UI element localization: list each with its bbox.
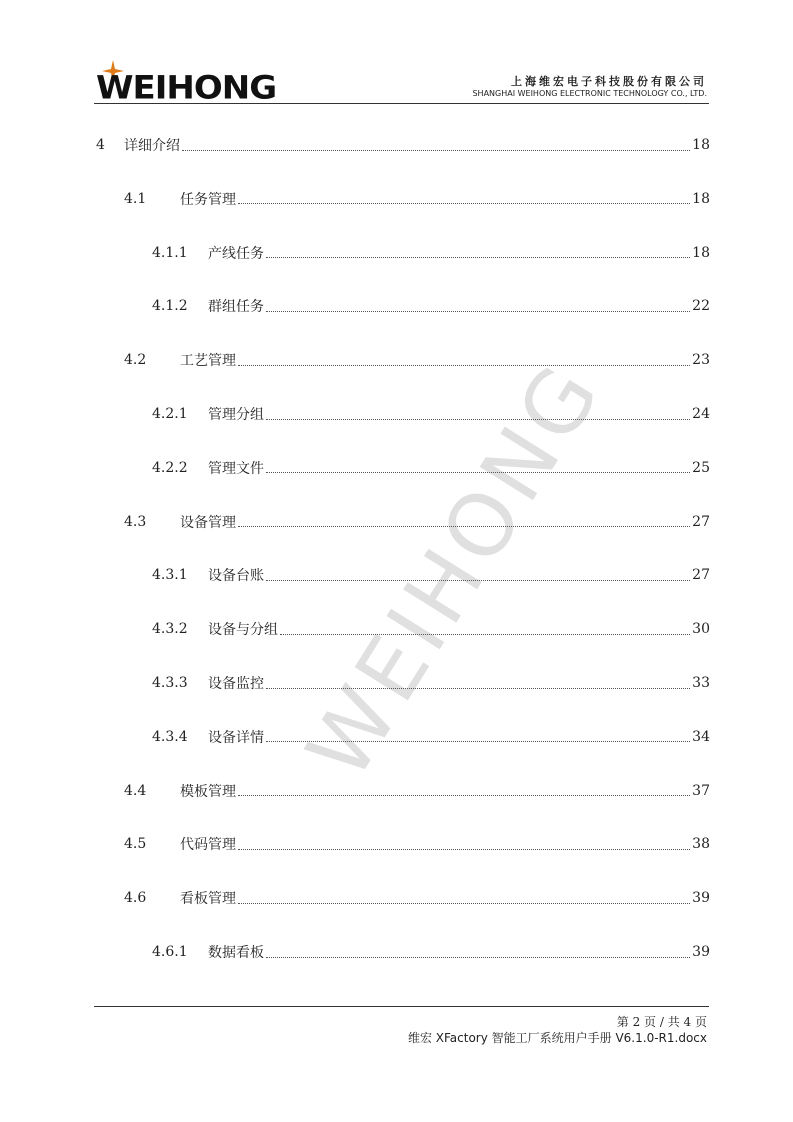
toc-entry[interactable] [124,189,710,209]
toc-entry-title: 设备详情 [208,729,264,746]
toc-dot-leader [266,741,690,742]
toc-entry-number: 4.2.2 [152,459,188,476]
toc-entry-title: 工艺管理 [180,353,236,370]
toc-entry[interactable] [152,673,710,693]
toc-entry[interactable] [124,350,710,370]
toc-entry[interactable] [152,404,710,424]
toc-entry-number: 4.2 [124,352,147,369]
toc-entry[interactable] [152,619,710,639]
toc-entry-title: 任务管理 [180,191,236,208]
toc-entry-number: 4.3.1 [152,567,188,584]
toc-entry-number: 4 [96,137,105,153]
toc-dot-leader [266,580,690,581]
toc-entry-page: 38 [692,836,710,853]
toc-dot-leader [266,257,690,258]
toc-entry-number: 4.3.2 [152,621,188,638]
toc-entry-number: 4.6.1 [152,944,188,960]
toc-entry-number: 4.1 [124,190,147,207]
toc-dot-leader [266,688,690,689]
toc-entry-page: 34 [692,728,710,745]
toc-dot-leader [238,849,690,850]
document-name: 维宏 XFactory 智能工厂系统用户手册 V6.1.0-R1.docx [407,1031,707,1045]
toc-entry-title: 代码管理 [180,837,236,854]
toc-entry-page: 27 [692,513,710,530]
toc-entry-page: 37 [692,782,710,799]
toc-entry[interactable] [124,888,710,908]
toc-entry[interactable] [124,834,710,854]
toc-entry[interactable] [152,727,710,747]
toc-entry-title: 设备台账 [208,568,264,585]
toc-dot-leader [238,795,690,796]
company-info [472,75,707,99]
toc-entry[interactable] [124,512,710,532]
toc-entry-number: 4.1.2 [152,298,188,315]
toc-dot-leader [238,526,690,527]
toc-entry-page: 18 [692,190,710,207]
toc-dot-leader [266,957,690,958]
toc-entry-title: 模板管理 [180,783,236,800]
toc-entry-page: 33 [692,675,710,691]
toc-entry[interactable] [152,565,710,585]
toc-entry-page: 23 [692,352,710,369]
toc-entry[interactable] [124,781,710,801]
toc-entry-page: 30 [692,621,710,638]
toc-entry[interactable] [152,942,710,962]
toc-entry[interactable] [152,243,710,263]
toc-entry-page: 18 [692,137,710,153]
toc-entry-title: 详细介绍 [124,138,180,154]
toc-dot-leader [266,311,690,312]
toc-dot-leader [266,419,690,420]
toc-entry-title: 看板管理 [180,891,236,908]
toc-entry[interactable] [152,296,710,316]
logo-text: WEIHONG [96,68,277,107]
toc-entry-title: 产线任务 [208,245,264,262]
page-footer [408,1014,707,1046]
toc-entry-title: 设备管理 [180,514,236,531]
watermark: WEIHONG [288,344,622,796]
toc-entry[interactable] [96,135,710,155]
page-info: 第 2 页 / 共 4 页 [616,1015,707,1029]
company-name-en: SHANGHAI WEIHONG ELECTRONIC TECHNOLOGY CO., LTD. [472,89,707,98]
toc-entry-page: 18 [692,244,710,261]
weihong-logo [96,64,277,107]
toc-entry-page: 27 [692,567,710,584]
company-name-cn: 上海维宏电子科技股份有限公司 [511,75,707,88]
toc-dot-leader [182,150,690,151]
toc-entry-page: 39 [692,944,710,960]
toc-dot-leader [238,365,690,366]
toc-entry[interactable] [152,458,710,478]
toc-entry-number: 4.2.1 [152,406,188,422]
footer-divider [94,1006,709,1007]
toc-entry-title: 设备与分组 [208,622,278,639]
toc-dot-leader [280,634,690,635]
toc-entry-page: 22 [692,298,710,315]
toc-dot-leader [266,472,690,473]
toc-entry-page: 25 [692,459,710,476]
toc-entry-title: 管理分组 [208,407,264,423]
toc-entry-number: 4.5 [124,836,147,853]
toc-dot-leader [238,903,690,904]
toc-dot-leader [238,203,690,204]
toc-entry-title: 数据看板 [208,945,264,961]
toc-entry-title: 设备监控 [208,676,264,692]
toc-entry-page: 39 [692,890,710,907]
toc-entry-number: 4.6 [124,890,147,907]
toc-entry-number: 4.3.3 [152,675,188,691]
toc-entry-number: 4.3.4 [152,728,188,745]
toc-entry-title: 管理文件 [208,460,264,477]
header-divider [94,103,709,104]
toc-entry-title: 群组任务 [208,299,264,316]
toc-entry-number: 4.1.1 [152,244,188,261]
toc-entry-number: 4.4 [124,782,147,799]
toc-entry-number: 4.3 [124,513,147,530]
toc-entry-page: 24 [692,406,710,422]
